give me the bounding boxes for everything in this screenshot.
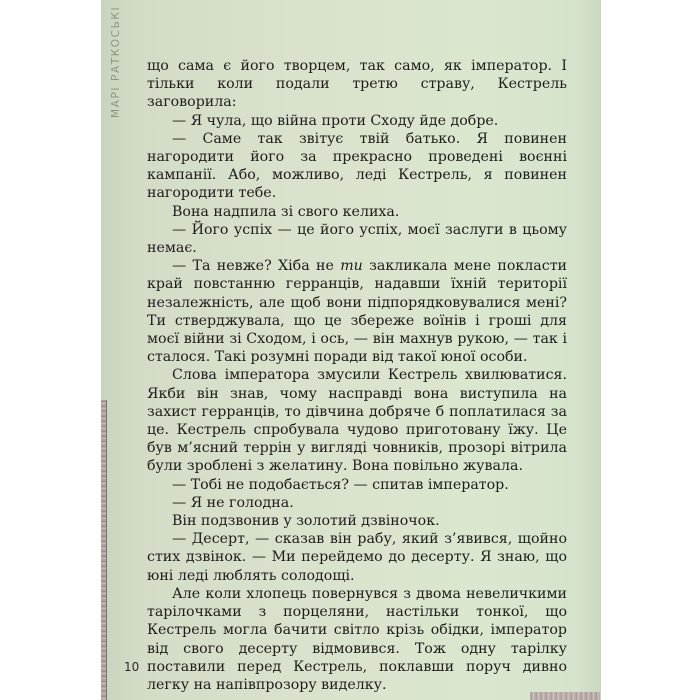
paragraph: — Тобі не подобається? — спитав імператор. xyxy=(172,476,509,493)
paragraph: — Я чула, що війна проти Сходу йде добре. xyxy=(172,112,499,129)
page-border-line xyxy=(106,400,107,700)
paragraph: — Десерт, — сказав він рабу, який з’явився, щойно стих дзвінок. — Ми перейдемо до десерту. Я знаю, що юні леді люблять солодощі. xyxy=(147,531,567,584)
paragraph: Вона надпила зі свого келиха. xyxy=(172,203,400,220)
paragraph xyxy=(147,257,567,366)
text-run: закликала мене покласти край повстанню герранців, надавши їхній території незалежність, але щоб вони підпорядковувалися мені? Ти стверджувала, що це збереже воїнів і гроші для моєї війни зі Сходом, і ось, — він махнув рукою, — так і сталося. Такі розумні поради від такої юної особи. xyxy=(147,258,567,366)
paragraph: Він подзвонив у золотий дзвіночок. xyxy=(172,513,440,530)
page-number: 10 xyxy=(124,660,140,674)
paragraph: — Саме так звітує твій батько. Я повинен нагородити його за прекрасно проведені воєнні кампанії. Або, можливо, леді Кестрель, я повинен нагородити тебе. xyxy=(147,130,567,202)
paragraph: що сама є його творцем, так само, як імператор. І тільки коли подали третю страву, Кестрель заговорила: xyxy=(147,58,567,111)
text-run: — Та невже? Хіба не xyxy=(172,258,341,275)
paragraph: Слова імператора змусили Кестрель хвилюватися. Якби він знав, чому насправді вона виступила на захист герранців, то дівчина добряче б поплатилася за це. Кестрель спробувала чудово приготовану їжу. Це був м’ясний террін у вигляді човників, прозорі вітрила були зроблені з желатину. Вона повільно жувала. xyxy=(147,367,567,475)
paragraph: — Його успіх — це його успіх, моєї заслуги в цьому немає. xyxy=(147,221,567,257)
running-head-author: МАРІ РАТКОСЬКІ xyxy=(110,5,122,118)
paragraph: Але коли хлопець повернувся з двома невеличкими тарілочками з порцеляни, настільки тонкої, що Кестрель могла бачити світло крізь обідки, імператор від свого десерту відмовився. Тож одну тарілку поставили перед Кестрель, поклавши поруч дивно легку на напівпрозору виделку. xyxy=(147,585,567,693)
paragraph: — Я не голодна. xyxy=(172,494,294,511)
emphasis-text: ти xyxy=(340,258,363,275)
body-text xyxy=(147,57,567,694)
